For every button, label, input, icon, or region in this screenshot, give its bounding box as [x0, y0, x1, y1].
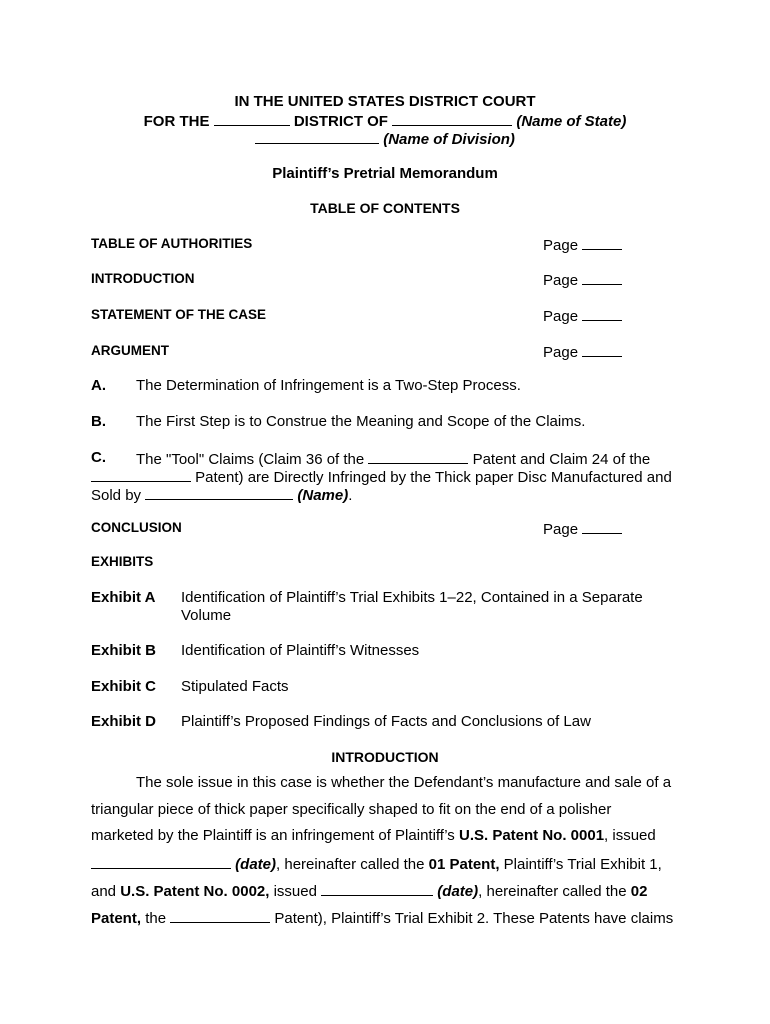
toc-page-ref: Page	[543, 270, 622, 289]
exhibit-c-label: Exhibit C	[91, 678, 157, 695]
argument-letter-a: A.	[91, 377, 106, 394]
toc-item-authorities: TABLE OF AUTHORITIES	[91, 236, 253, 251]
blank-name[interactable]	[145, 485, 293, 500]
argument-item-b: The First Step is to Construe the Meaning and Scope of the Claims.	[136, 413, 586, 430]
argument-item-a: The Determination of Infringement is a Two-Step Process.	[136, 377, 521, 394]
argument-letter-c: C.	[91, 449, 106, 466]
blank-date[interactable]	[91, 854, 231, 869]
blank-page[interactable]	[582, 519, 622, 534]
toc-page-ref: Page	[543, 235, 622, 254]
toc-item-statement: STATEMENT OF THE CASE	[91, 307, 266, 322]
exhibit-b-label: Exhibit B	[91, 642, 157, 659]
document-title: Plaintiff’s Pretrial Memorandum	[272, 165, 498, 182]
toc-item-introduction: INTRODUCTION	[91, 271, 195, 286]
toc-heading: TABLE OF CONTENTS	[310, 200, 460, 216]
exhibit-a-text: Identification of Plaintiff’s Trial Exhibits 1–22, Contained in a Separate	[181, 589, 643, 606]
blank-page[interactable]	[582, 235, 622, 250]
introduction-line-4: (date), hereinafter called the 01 Patent, Plaintiff’s Trial Exhibit 1,	[91, 854, 662, 873]
blank-patent[interactable]	[170, 908, 270, 923]
exhibit-a-text-cont: Volume	[181, 607, 232, 624]
blank-division[interactable]	[255, 129, 379, 144]
toc-page-ref: Page	[543, 519, 622, 538]
blank-district[interactable]	[214, 111, 290, 126]
toc-page-ref: Page	[543, 342, 622, 361]
exhibit-d-label: Exhibit D	[91, 713, 157, 730]
blank-patent[interactable]	[91, 467, 191, 482]
court-header-line-1: IN THE UNITED STATES DISTRICT COURT	[234, 93, 536, 110]
blank-page[interactable]	[582, 270, 622, 285]
introduction-line-6: Patent, the Patent), Plaintiff’s Trial Exhibit 2. These Patents have claims	[91, 910, 674, 927]
blank-patent[interactable]	[368, 449, 468, 464]
blank-state[interactable]	[392, 111, 512, 126]
court-header-line-3: (Name of Division)	[0, 129, 770, 148]
toc-item-conclusion: CONCLUSION	[91, 520, 182, 535]
introduction-line-2: triangular piece of thick paper specifically shaped to fit on the end of a polisher	[91, 801, 612, 818]
introduction-heading: INTRODUCTION	[331, 749, 439, 765]
argument-item-c-line-3: Sold by (Name).	[91, 487, 353, 504]
exhibits-heading: EXHIBITS	[91, 554, 154, 569]
blank-page[interactable]	[582, 306, 622, 321]
toc-item-argument: ARGUMENT	[91, 343, 169, 358]
exhibit-c-text: Stipulated Facts	[181, 678, 289, 695]
introduction-line-3: marketed by the Plaintiff is an infringement of Plaintiff’s U.S. Patent No. 0001, issued	[91, 827, 656, 844]
argument-letter-b: B.	[91, 413, 106, 430]
introduction-line-1: The sole issue in this case is whether the Defendant’s manufacture and sale of a	[136, 774, 672, 791]
exhibit-d-text: Plaintiff’s Proposed Findings of Facts and Conclusions of Law	[181, 713, 591, 730]
blank-page[interactable]	[582, 342, 622, 357]
toc-page-ref: Page	[543, 306, 622, 325]
blank-date[interactable]	[321, 881, 433, 896]
exhibit-b-text: Identification of Plaintiff’s Witnesses	[181, 642, 420, 659]
exhibit-a-label: Exhibit A	[91, 589, 156, 606]
introduction-line-5: and U.S. Patent No. 0002, issued (date), hereinafter called the 02	[91, 883, 648, 900]
court-header-line-2: FOR THE DISTRICT OF (Name of State)	[143, 113, 627, 130]
argument-item-c-line-2: Patent) are Directly Infringed by the Thick paper Disc Manufactured and	[91, 467, 672, 486]
argument-item-c-line-1: The "Tool" Claims (Claim 36 of the Patent and Claim 24 of the	[136, 451, 651, 468]
